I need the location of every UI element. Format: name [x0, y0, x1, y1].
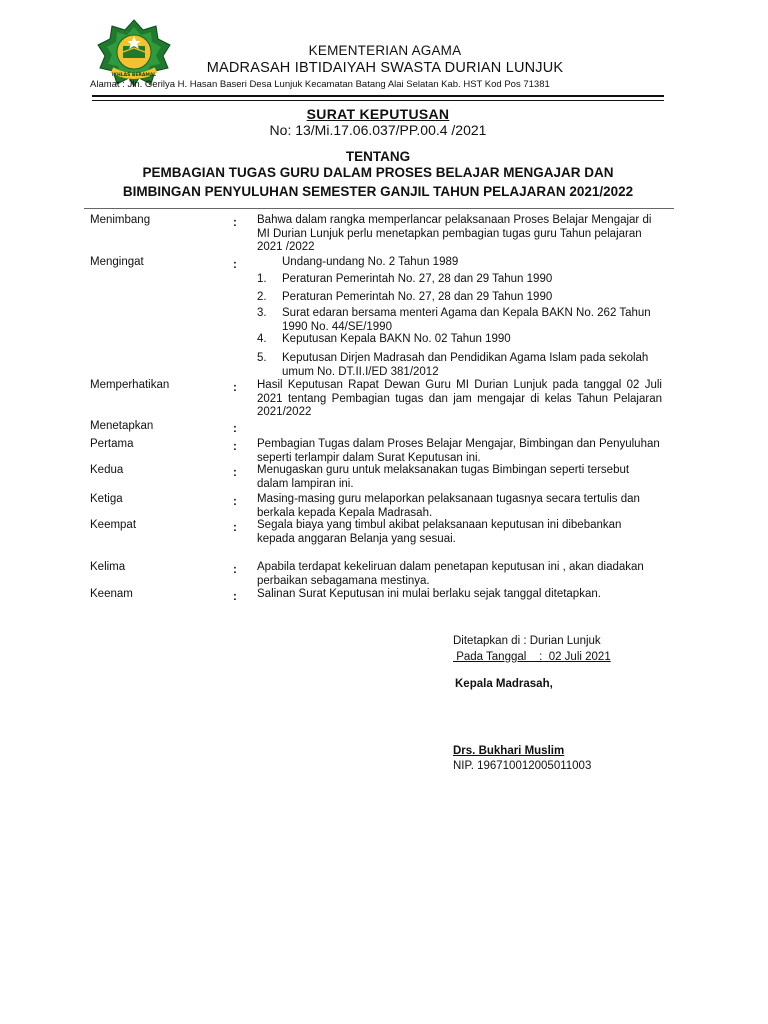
section-label: Menimbang	[90, 214, 151, 226]
section-label: Keenam	[90, 588, 133, 600]
section-label: Memperhatikan	[90, 379, 170, 391]
section-label: Mengingat	[90, 256, 144, 268]
decree-number: No: 13/Mi.17.06.037/PP.00.4 /2021	[269, 122, 487, 138]
list-text: Peraturan Pemerintah No. 27, 28 dan 29 Tahun 1990	[282, 291, 553, 303]
ministry-name: KEMENTERIAN AGAMA	[308, 43, 462, 58]
colon: :	[233, 522, 237, 534]
list-text: Keputusan Dirjen Madrasah dan Pendidikan Agama Islam pada sekolah umum No. DT.II.I/ED 381/2012	[282, 352, 649, 378]
list-number: 5.	[257, 352, 267, 364]
colon: :	[233, 441, 237, 453]
colon: :	[233, 259, 237, 271]
section-label: Keempat	[90, 519, 137, 531]
colon: :	[233, 564, 237, 576]
list-number: 2.	[257, 291, 267, 303]
section-text: Salinan Surat Keputusan ini mulai berlaku sejak tanggal ditetapkan.	[257, 588, 601, 600]
school-name: MADRASAH IBTIDAIYAH SWASTA DURIAN LUNJUK	[206, 60, 564, 76]
list-text: Surat edaran bersama menteri Agama dan Kepala BAKN No. 262 Tahun 1990 No. 44/SE/1990	[282, 307, 651, 333]
colon: :	[233, 423, 237, 435]
colon: :	[233, 217, 237, 229]
list-text: Peraturan Pemerintah No. 27, 28 dan 29 Tahun 1990	[282, 273, 553, 285]
tentang-heading: TENTANG	[345, 149, 411, 164]
pada-tanggal: Pada Tanggal : 02 Juli 2021	[453, 651, 611, 663]
logo-motto: IKHLAS BERAMAL	[111, 73, 157, 78]
letterhead-rule-thin	[92, 100, 664, 101]
colon: :	[233, 591, 237, 603]
section-text: Pembagian Tugas dalam Proses Belajar Mengajar, Bimbingan dan Penyuluhan seperti terlampir dalam Surat Keputusan ini.	[257, 438, 660, 464]
section-text: Segala biaya yang timbul akibat pelaksanaan keputusan ini dibebankan kepada anggaran Belanja yang sesuai.	[257, 519, 622, 545]
section-text: Undang-undang No. 2 Tahun 1989	[282, 256, 459, 268]
colon: :	[233, 496, 237, 508]
document-type: SURAT KEPUTUSAN	[306, 106, 450, 122]
colon: :	[233, 382, 237, 394]
subject-line-2: BIMBINGAN PENYULUHAN SEMESTER GANJIL TAHUN PELAJARAN 2021/2022	[122, 184, 634, 199]
section-text: Bahwa dalam rangka memperlancar pelaksanaan Proses Belajar Mengajar di MI Durian Lunjuk perlu menetapkan pembagian tugas guru Tahun pelajaran 2021 /2022	[257, 214, 652, 253]
list-text: Keputusan Kepala BAKN No. 02 Tahun 1990	[282, 333, 511, 345]
school-address: Alamat : Jln. Gerilya H. Hasan Baseri Desa Lunjuk Kecamatan Batang Alai Selatan Kab. HST Kod Pos 71381	[90, 79, 550, 90]
subject-line-1: PEMBAGIAN TUGAS GURU DALAM PROSES BELAJAR MENGAJAR DAN	[142, 165, 614, 180]
section-label: Ketiga	[90, 493, 123, 505]
section-label: Kedua	[90, 464, 124, 476]
signatory-name: Drs. Bukhari Muslim	[453, 745, 565, 757]
body-divider	[84, 208, 674, 209]
section-text: Masing-masing guru melaporkan pelaksanaan tugasnya secara tertulis dan berkala kepada Kepala Madrasah.	[257, 493, 640, 519]
section-label: Kelima	[90, 561, 126, 573]
section-text: Menugaskan guru untuk melaksanakan tugas Bimbingan seperti tersebut dalam lampiran ini.	[257, 464, 630, 490]
signatory-nip: NIP. 196710012005011003	[453, 760, 592, 772]
list-number: 1.	[257, 273, 267, 285]
colon: :	[233, 467, 237, 479]
section-label: Menetapkan	[90, 420, 154, 432]
section-label: Pertama	[90, 438, 134, 450]
letterhead-rule-thick	[92, 95, 664, 97]
ditetapkan-di: Ditetapkan di : Durian Lunjuk	[453, 635, 601, 647]
list-number: 4.	[257, 333, 267, 345]
section-text: Hasil Keputusan Rapat Dewan Guru MI Durian Lunjuk pada tanggal 02 Juli 2021 tentang Pembagian tugas dan jam mengajar di kelas Tahun Pelajaran 2021/2022	[257, 379, 662, 418]
signatory-title: Kepala Madrasah,	[455, 678, 553, 690]
list-number: 3.	[257, 307, 267, 319]
kementerian-agama-logo-icon	[96, 18, 172, 88]
section-text: Apabila terdapat kekeliruan dalam penetapan keputusan ini , akan diadakan perbaikan sebagamana mestinya.	[257, 561, 644, 587]
